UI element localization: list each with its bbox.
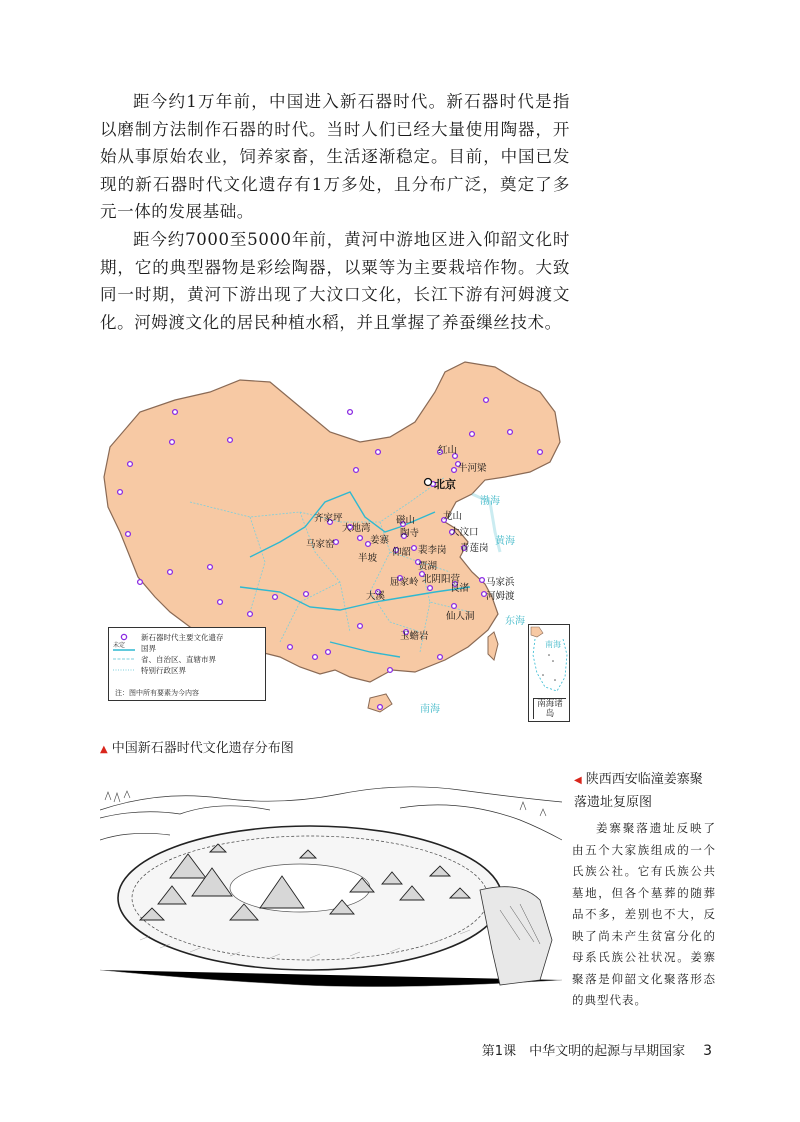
site-marker <box>248 612 253 617</box>
inset-label-south-china-sea-islands: 南海诸岛 <box>533 698 566 719</box>
sea-label-bohai: 渤海 <box>480 496 500 507</box>
sketch-cliff <box>480 887 552 985</box>
site-marker <box>470 432 475 437</box>
map-caption-text: 中国新石器时代文化遗存分布图 <box>111 741 294 756</box>
sea-label-huanghai: 黄海 <box>495 536 515 547</box>
site-marker <box>118 490 123 495</box>
site-label-yuchanyan: 玉蟾岩 <box>400 631 429 642</box>
paragraph-neolithic-intro: 距今约1万年前，中国进入新石器时代。新石器时代是指以磨制方法制作石器的时代。当时人们已经大量使用陶器，开始从事原始农业，饲养家畜，生活逐渐稳定。目前，中国已发现的新石器时代文化遗存有1万多处，且分布广泛，奠定了多元一体的发展基础。 <box>100 92 570 221</box>
page-number: 3 <box>703 1043 712 1059</box>
caption-triangle-icon: ▲ <box>100 744 108 755</box>
site-marker <box>354 468 359 473</box>
inset-sea-label: 南海 <box>545 640 561 649</box>
site-label-majiabang: 马家浜 <box>486 577 515 588</box>
site-marker <box>288 645 293 650</box>
site-label-majiayao: 马家窑 <box>306 539 335 550</box>
map-caption <box>100 737 294 756</box>
site-label-longshan: 龙山 <box>443 511 463 522</box>
site-marker <box>313 655 318 660</box>
site-marker <box>168 570 173 575</box>
site-marker <box>170 440 175 445</box>
site-marker <box>358 536 363 541</box>
site-label-qijiaping: 齐家坪 <box>314 513 343 524</box>
site-marker <box>508 430 513 435</box>
site-label-jiangzhai: 姜寨 <box>370 535 390 546</box>
site-marker <box>304 592 309 597</box>
site-label-hemudu: 河姆渡 <box>486 591 515 602</box>
capital-label-beijing: 北京 <box>434 478 456 491</box>
site-marker <box>480 578 485 583</box>
sea-label-donghai: 东海 <box>505 616 525 627</box>
site-marker <box>428 586 433 591</box>
neolithic-sites-map <box>100 352 570 722</box>
site-label-niuheliang: 牛河梁 <box>458 463 487 474</box>
site-marker <box>412 546 417 551</box>
site-label-liangzhu: 良渚 <box>450 583 470 594</box>
site-marker <box>378 705 383 710</box>
site-label-beiyinyangying: 北阴阳营 <box>422 574 461 585</box>
site-marker <box>126 532 131 537</box>
map-legend <box>108 627 266 701</box>
site-marker <box>388 668 393 673</box>
site-label-taosi: 陶寺 <box>400 528 420 539</box>
legend-note: 注：图中所有要素为今内容 <box>115 689 199 697</box>
site-marker <box>452 468 457 473</box>
site-marker <box>358 624 363 629</box>
footer-lesson-title: 第1课 中华文明的起源与早期国家 <box>481 1044 686 1059</box>
site-marker <box>208 565 213 570</box>
site-label-qujialing: 屈家岭 <box>390 577 419 588</box>
legend-provincial-border: 省、自治区、直辖市界 <box>141 654 216 664</box>
site-label-xianrendong: 仙人洞 <box>446 611 475 622</box>
site-marker <box>348 410 353 415</box>
site-marker <box>438 655 443 660</box>
legend-sar-border: 特别行政区界 <box>141 665 186 675</box>
village-caption-text: 陕西西安临潼姜寨聚落遗址复原图 <box>574 772 703 810</box>
site-marker <box>228 438 233 443</box>
legend-national-border: 国界 <box>141 643 156 653</box>
page-footer <box>482 1040 712 1059</box>
inset-islands <box>529 625 569 695</box>
site-marker <box>138 580 143 585</box>
site-label-peiligang: 裴李岗 <box>418 545 447 556</box>
village-caption <box>574 769 714 814</box>
site-label-qingliangang: 青莲岗 <box>460 543 489 554</box>
site-label-banpo: 半坡 <box>358 553 378 564</box>
site-label-jiahu: 贾湖 <box>418 561 438 572</box>
site-label-hongshan: 红山 <box>438 445 458 456</box>
site-marker <box>173 410 178 415</box>
site-marker <box>273 595 278 600</box>
site-marker <box>128 462 133 467</box>
site-label-yangshao: 仰韶 <box>392 547 412 558</box>
legend-undetermined: 未定 <box>113 642 126 649</box>
site-marker <box>538 450 543 455</box>
caption-triangle-icon: ◀ <box>574 775 582 786</box>
site-marker <box>376 450 381 455</box>
village-description: 姜寨聚落遗址反映了由五个大家族组成的一个氏族公社。它有氏族公共墓地，但各个墓葬的随葬品不多，差别也不大，反映了尚未产生贫富分化的母系氏族公社状况。姜寨聚落是仰韶文化聚落形态的典型代表。 <box>572 821 716 1007</box>
legend-site: 新石器时代主要文化遗存 <box>141 632 224 642</box>
site-label-cishan: 磁山 <box>396 515 416 526</box>
jiangzhai-village-sketch <box>100 780 562 992</box>
site-label-daxi: 大溪 <box>366 591 386 602</box>
capital-marker <box>425 479 432 486</box>
south-china-sea-inset <box>528 624 570 722</box>
sketch-trees <box>105 791 546 816</box>
paragraph-yangshao: 距今约7000至5000年前，黄河中游地区进入仰韶文化时期，它的典型器物是彩绘陶器，以粟等为主要栽培作物。大致同一时期，黄河下游出现了大汶口文化，长江下游有河姆渡文化。河姆渡文化的居民种植水稻，并且掌握了养蚕缫丝技术。 <box>100 230 570 332</box>
site-marker <box>326 650 331 655</box>
sea-label-nanhai: 南海 <box>420 704 440 715</box>
site-label-dawenkou: 大汶口 <box>450 527 479 538</box>
site-marker <box>218 600 223 605</box>
site-marker <box>484 398 489 403</box>
site-label-dadiwan: 大地湾 <box>342 523 371 534</box>
